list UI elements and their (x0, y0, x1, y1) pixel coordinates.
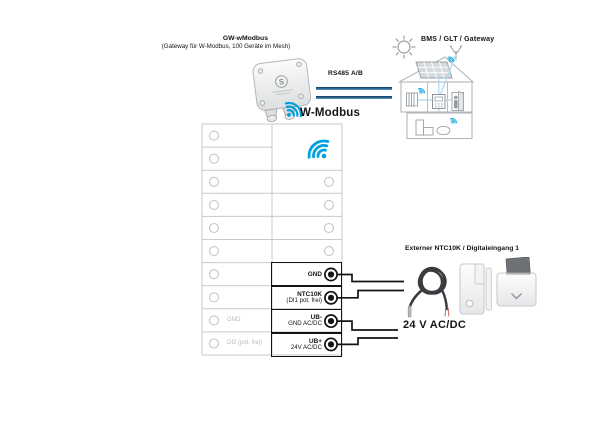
terminal-label: NTC10K (297, 290, 322, 298)
terminal-label: UB- (310, 314, 322, 322)
terminal-cell-ntc10k (271, 285, 342, 310)
terminal-sublabel: (DI1 pot. frei) (286, 296, 322, 304)
ntc-cable-probe (402, 256, 460, 318)
terminal-cell-ub-minus (271, 309, 342, 334)
io-terminal-cells (271, 262, 342, 357)
terminal-cell-gnd (271, 262, 342, 287)
left-terminal-label-di2: DI2 (pot. frei) (227, 340, 263, 346)
bms-label: BMS / GLT / Gateway (421, 36, 495, 43)
terminal-label: GND (307, 271, 322, 278)
wifi-signal-icon (305, 137, 335, 166)
wmodbus-label: W-Modbus (300, 107, 361, 119)
rs485-label: RS485 A/B (328, 70, 363, 77)
power-supply-label: 24 V AC/DC (403, 319, 467, 331)
keycard-switch (493, 257, 541, 308)
external-sensors-heading: Externer NTC10K / Digitaleingang 1 (405, 245, 520, 252)
door-window-contact (459, 263, 493, 316)
svg-text:S: S (278, 77, 285, 87)
device-title: GW-wModbus (222, 35, 268, 42)
terminal-sublabel: 24V AC/DC (290, 343, 322, 351)
terminal-cell-ub-plus (271, 332, 342, 357)
terminal-label: UB+ (309, 337, 322, 345)
left-terminal-label-gnd: GND (227, 317, 241, 323)
terminal-sublabel: GND AC/DC (288, 320, 322, 328)
device-subtitle: (Gateway für W-Modbus, 100 Geräte im Mesh) (161, 42, 291, 50)
